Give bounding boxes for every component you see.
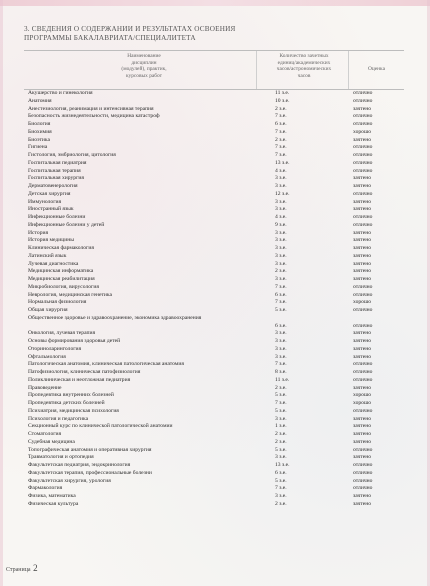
credit-units: 2 з.е. — [275, 438, 287, 445]
grades-table — [24, 90, 404, 509]
section-heading — [24, 25, 404, 43]
column-divider — [256, 51, 257, 89]
discipline-name: Микробиология, вирусология — [28, 283, 99, 290]
table-row — [24, 175, 404, 183]
grade: зачтено — [353, 338, 371, 344]
grade: зачтено — [353, 175, 371, 182]
grade: отлично — [353, 376, 373, 383]
discipline-name: История — [28, 229, 49, 236]
column-header-hours-line: единиц/академических — [277, 59, 331, 66]
credit-units: 3 з.е. — [275, 276, 287, 282]
grade: отлично — [353, 152, 373, 158]
discipline-name: Судебная медицина — [28, 438, 75, 445]
table-row — [24, 299, 404, 307]
credit-units: 5 з.е. — [275, 392, 287, 399]
discipline-name: Лучевая диагностика — [28, 260, 79, 267]
table-row — [24, 152, 404, 160]
heading-line-1: 3. СВЕДЕНИЯ О СОДЕРЖАНИИ И РЕЗУЛЬТАТАХ ОСВОЕНИЯ — [24, 25, 236, 33]
grade: отлично — [353, 121, 373, 127]
table-row — [24, 431, 404, 439]
credit-units: 11 з.е. — [275, 376, 290, 383]
table-row — [24, 106, 404, 114]
table-row — [24, 214, 404, 222]
discipline-name: Факультетская педиатрия, эндокринология — [28, 462, 131, 468]
grade: отлично — [353, 291, 373, 298]
discipline-name: Анатомия — [28, 97, 52, 104]
credit-units: 7 з.е. — [275, 144, 287, 151]
credit-units: 3 з.е. — [275, 338, 287, 344]
credit-units: 11 з.е. — [275, 90, 290, 96]
table-row — [24, 416, 404, 424]
column-header-hours-line: часов/астрономических — [276, 66, 332, 72]
grade: зачтено — [353, 237, 371, 244]
table-row — [24, 137, 404, 145]
grade: отлично — [353, 221, 373, 228]
grade: зачтено — [353, 454, 371, 461]
credit-units: 3 з.е. — [275, 345, 287, 352]
table-row — [24, 284, 404, 292]
discipline-name: Дерматовенерология — [28, 183, 78, 189]
table-row — [24, 268, 404, 276]
grade: зачтено — [353, 493, 371, 499]
credit-units: 5 з.е. — [275, 446, 287, 453]
grade: зачтено — [353, 136, 371, 143]
discipline-name: Пропедевтика внутренних болезней — [28, 392, 114, 399]
credit-units: 3 з.е. — [275, 183, 287, 189]
credit-units: 13 з.е. — [275, 462, 290, 468]
table-row — [24, 439, 404, 447]
discipline-name: Травматология и ортопедия — [28, 454, 94, 461]
credit-units: 5 з.е. — [275, 477, 287, 484]
credit-units: 3 з.е. — [275, 175, 287, 182]
credit-units: 7 з.е. — [275, 283, 287, 290]
grade: зачтено — [353, 245, 371, 251]
grade: хорошо — [353, 400, 372, 406]
page-label: Страница — [6, 567, 31, 573]
credit-units: 7 з.е. — [275, 400, 287, 406]
grade: отлично — [353, 307, 373, 313]
table-row — [24, 253, 404, 261]
grade: отлично — [353, 485, 373, 492]
column-header-name-line: дисциплин — [131, 59, 157, 66]
discipline-name: Медицинская реабилитация — [28, 276, 95, 282]
grade: зачтено — [353, 345, 371, 352]
discipline-name: Анестезиология, реанимация и интенсивная терапия — [28, 105, 154, 112]
table-row — [24, 307, 404, 315]
credit-units: 4 з.е. — [275, 214, 287, 220]
grade: отлично — [353, 214, 373, 220]
table-row — [24, 377, 404, 385]
discipline-name: Физическая культура — [28, 500, 79, 507]
credit-units: 7 з.е. — [275, 152, 287, 158]
grade: зачтено — [353, 500, 371, 507]
discipline-name: История медицины — [28, 237, 74, 244]
credit-units: 2 з.е. — [275, 105, 287, 112]
grade: зачтено — [353, 198, 371, 205]
grade: отлично — [353, 369, 373, 375]
table-row — [24, 478, 404, 486]
discipline-name: Факультетская хирургия, урология — [28, 477, 111, 484]
table-row — [24, 230, 404, 238]
table-row — [24, 346, 404, 354]
credit-units: 2 з.е. — [275, 268, 287, 275]
credit-units: 10 з.е. — [275, 97, 290, 104]
discipline-name: Патофизиология, клиническая патофизиология — [28, 369, 141, 375]
table-row — [24, 113, 404, 121]
grade: зачтено — [353, 105, 371, 112]
discipline-name: Биология — [28, 121, 51, 127]
credit-units: 2 з.е. — [275, 431, 287, 437]
column-header-hours — [259, 53, 349, 79]
grade: отлично — [353, 322, 373, 329]
grade: отлично — [353, 462, 373, 468]
discipline-name: Психология и педагогика — [28, 415, 89, 422]
discipline-name: Общая хирургия — [28, 307, 68, 313]
column-header-name — [84, 53, 204, 79]
discipline-name: Физика, математика — [28, 493, 76, 499]
table-row — [24, 447, 404, 455]
credit-units: 3 з.е. — [275, 415, 287, 422]
discipline-name: Офтальмология — [28, 353, 66, 360]
page-footer — [6, 563, 38, 573]
discipline-name: Детская хирургия — [28, 190, 71, 197]
table-row — [24, 206, 404, 214]
discipline-name: Иммунология — [28, 198, 62, 205]
discipline-name: Стоматология — [28, 431, 62, 437]
credit-units: 12 з.е. — [275, 190, 290, 197]
column-header-name-line: курсовых работ — [125, 72, 163, 79]
discipline-name: Патологическая анатомия, клиническая патологическая анатомия — [28, 361, 184, 368]
credit-units: 13 з.е. — [275, 159, 290, 166]
table-row — [24, 470, 404, 478]
column-header-grade: Оценка — [368, 66, 385, 72]
decorative-border-top — [0, 0, 430, 6]
grade: зачтено — [353, 260, 371, 267]
discipline-name: Биохимия — [28, 128, 52, 135]
discipline-name: Оториноларингология — [28, 345, 82, 352]
credit-units: 7 з.е. — [275, 128, 287, 135]
discipline-name: Иностранный язык — [28, 206, 74, 213]
grade: зачтено — [353, 431, 371, 437]
table-row — [24, 330, 404, 338]
grade: хорошо — [353, 299, 372, 306]
discipline-name: Секционный курс по клинической патологической анатомии — [28, 423, 173, 430]
credit-units: 7 з.е. — [275, 361, 287, 368]
grade: отлично — [353, 446, 373, 453]
grade: отлично — [353, 90, 373, 96]
credit-units: 3 з.е. — [275, 198, 287, 205]
discipline-name: Поликлиническая и неотложная педиатрия — [28, 376, 131, 383]
table-row — [24, 501, 404, 509]
grade: хорошо — [353, 392, 372, 399]
grade: зачтено — [353, 252, 371, 259]
credit-units: 3 з.е. — [275, 260, 287, 267]
table-row — [24, 191, 404, 199]
table-row — [24, 121, 404, 129]
grade: отлично — [353, 144, 373, 151]
discipline-name: Психиатрия, медицинская психология — [28, 407, 119, 414]
grade: зачтено — [353, 438, 371, 445]
discipline-name: Основы формирования здоровья детей — [28, 338, 121, 344]
credit-units: 5 з.е. — [275, 307, 287, 313]
table-row — [24, 408, 404, 416]
table-row — [24, 315, 404, 331]
table-row — [24, 400, 404, 408]
discipline-name: Госпитальная педиатрия — [28, 159, 87, 166]
decorative-border-left — [0, 0, 3, 586]
credit-units: 3 з.е. — [275, 454, 287, 461]
credit-units: 7 з.е. — [275, 299, 287, 306]
table-row — [24, 237, 404, 245]
grade: зачтено — [353, 353, 371, 360]
table-row — [24, 338, 404, 346]
table-row — [24, 392, 404, 400]
table-row — [24, 98, 404, 106]
discipline-name: Топографическая анатомия и оперативная хирургия — [28, 446, 152, 453]
discipline-name: Биоэтика — [28, 136, 51, 143]
column-header-hours-line: часов — [297, 72, 311, 79]
credit-units: 3 з.е. — [275, 353, 287, 360]
credit-units: 3 з.е. — [275, 493, 287, 499]
discipline-name: Медицинская информатика — [28, 268, 94, 275]
grade: отлично — [353, 113, 373, 120]
table-row — [24, 90, 404, 98]
credit-units: 6 з.е. — [275, 121, 287, 127]
discipline-name: Правоведение — [28, 384, 62, 391]
discipline-name: Нормальная физиология — [28, 299, 87, 306]
table-row — [24, 354, 404, 362]
table-row — [24, 199, 404, 207]
column-header-name-line: Наименование — [127, 53, 161, 59]
table-row — [24, 292, 404, 300]
grade: зачтено — [353, 384, 371, 391]
credit-units: 7 з.е. — [275, 113, 287, 120]
table-row — [24, 144, 404, 152]
table-row — [24, 423, 404, 431]
credit-units: 4 з.е. — [275, 167, 287, 174]
discipline-name: Акушерство и гинекология — [28, 90, 93, 96]
discipline-name: Пропедевтика детских болезней — [28, 400, 105, 406]
table-row — [24, 369, 404, 377]
page-number: 2 — [33, 563, 38, 573]
grade: зачтено — [353, 330, 371, 337]
grade: зачтено — [353, 276, 371, 282]
discipline-name: Неврология, медицинская генетика — [28, 291, 113, 298]
discipline-name: Госпитальная терапия — [28, 167, 81, 174]
table-row — [24, 183, 404, 191]
discipline-name: Инфекционные болезни у детей — [28, 221, 105, 228]
discipline-name: Факультетская терапия, профессиональные болезни — [28, 469, 152, 476]
discipline-name: Фармакология — [28, 485, 63, 492]
credit-units: 3 з.е. — [275, 245, 287, 251]
table-row — [24, 168, 404, 176]
table-row — [24, 454, 404, 462]
grade: отлично — [353, 97, 373, 104]
credit-units: 3 з.е. — [275, 330, 287, 337]
table-row — [24, 129, 404, 137]
grade: зачтено — [353, 229, 371, 236]
table-row — [24, 222, 404, 230]
table-row — [24, 160, 404, 168]
column-header-name-line: (модулей), практик, — [121, 66, 167, 72]
table-row — [24, 261, 404, 269]
grade: зачтено — [353, 206, 371, 213]
grade: отлично — [353, 361, 373, 368]
discipline-name: Общественное здоровье и здравоохранение, экономика здравоохранения — [28, 314, 202, 321]
discipline-name: Гистология, эмбриология, цитология — [28, 152, 116, 158]
table-row — [24, 245, 404, 253]
credit-units: 3 з.е. — [275, 206, 287, 213]
table-header — [24, 50, 404, 90]
discipline-name: Безопасность жизнедеятельности, медицина катастроф — [28, 113, 160, 120]
column-header-hours-line: Количество зачетных — [279, 53, 329, 59]
grade: отлично — [353, 407, 373, 414]
grade: отлично — [353, 190, 373, 197]
grade: зачтено — [353, 268, 371, 275]
credit-units: 9 з.е. — [275, 221, 287, 228]
grade: отлично — [353, 167, 373, 174]
grade: хорошо — [353, 128, 372, 135]
grade: зачтено — [353, 183, 371, 189]
credit-units: 6 з.е. — [275, 322, 287, 329]
credit-units: 3 з.е. — [275, 252, 287, 259]
grade: отлично — [353, 477, 373, 484]
credit-units: 6 з.е. — [275, 291, 287, 298]
table-row — [24, 276, 404, 284]
table-row — [24, 485, 404, 493]
grade: зачтено — [353, 415, 371, 422]
discipline-name: Инфекционные болезни — [28, 214, 86, 220]
grade: отлично — [353, 283, 373, 290]
credit-units: 6 з.е. — [275, 469, 287, 476]
credit-units: 1 з.е. — [275, 423, 287, 430]
discipline-name: Клиническая фармакология — [28, 245, 94, 251]
table-row — [24, 462, 404, 470]
grade: зачтено — [353, 423, 371, 430]
credit-units: 2 з.е. — [275, 500, 287, 507]
discipline-name: Госпитальная хирургия — [28, 175, 84, 182]
grade: отлично — [353, 469, 373, 476]
table-row — [24, 385, 404, 393]
credit-units: 5 з.е. — [275, 407, 287, 414]
credit-units: 3 з.е. — [275, 229, 287, 236]
grade: отлично — [353, 159, 373, 166]
credit-units: 7 з.е. — [275, 485, 287, 492]
discipline-name: Гигиена — [28, 144, 48, 151]
discipline-name: Онкология, лучевая терапия — [28, 330, 96, 337]
credit-units: 3 з.е. — [275, 237, 287, 244]
table-row — [24, 493, 404, 501]
credit-units: 2 з.е. — [275, 136, 287, 143]
credit-units: 8 з.е. — [275, 369, 287, 375]
table-row — [24, 361, 404, 369]
heading-line-2: ПРОГРАММЫ БАКАЛАВРИАТА/СПЕЦИАЛИТЕТА — [24, 34, 196, 42]
credit-units: 2 з.е. — [275, 384, 287, 391]
discipline-name: Латинский язык — [28, 252, 67, 259]
